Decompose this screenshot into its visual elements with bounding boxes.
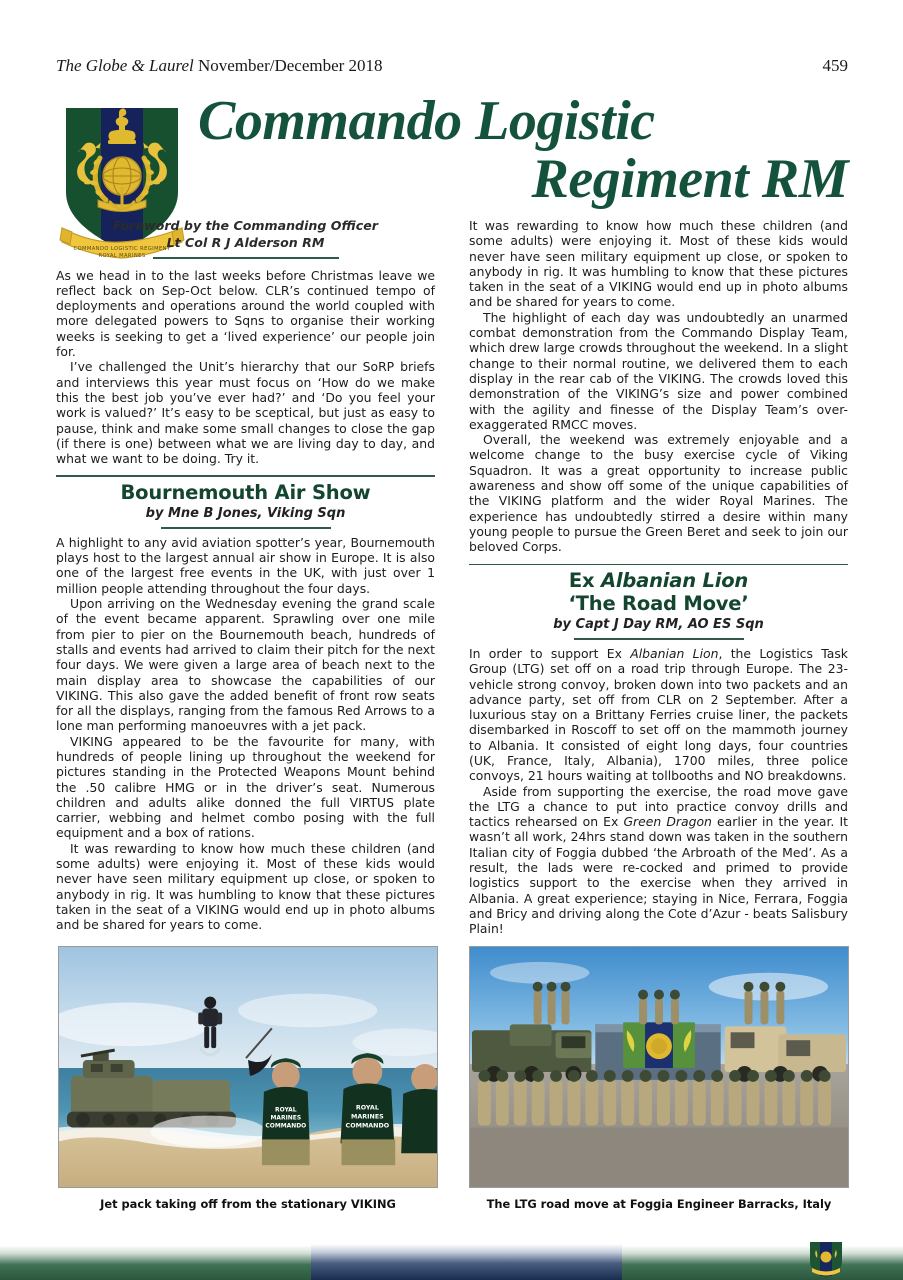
foreword-byline [56,218,435,259]
svg-text:ROYAL: ROYAL [275,1106,297,1114]
article-1-title: Bournemouth Air Show [120,481,371,505]
jetpack-photo-caption: Jet pack taking off from the stationary VIKING [100,1197,396,1211]
left-column [56,218,435,933]
article-1-rule-top [56,475,435,477]
foreword-line-2: Lt Col R J Alderson RM [166,234,325,250]
article-1-paragraph-4: It was rewarding to know how much these children (and some adults) were enjoying it. Most of these kids would never have seen military equipment up close, or spoken to anybody in rig. It was humbling to know that these pictures taken in the seat of a VIKING would end up in photo albums and be shared for years to come. [56,840,435,933]
page-title-line-2: Regiment RM [531,148,848,210]
svg-text:MARINES: MARINES [351,1113,384,1121]
right-column [469,218,848,937]
article-2-rule-top [469,564,848,566]
article-2-heading [469,564,848,640]
article-1-paragraph-1: A highlight to any avid aviation spotter’s year, Bournemouth plays host to the largest annual air show in Europe. It is also one of the largest free events in the UK, with just over 1 million people attending throughout the four days. [56,534,435,596]
running-head [56,56,848,78]
article-2-rule-bottom [574,638,744,640]
article-2-p1-part-a: In order to support Ex [469,645,631,661]
footer-bar [0,1240,903,1280]
svg-text:ROYAL: ROYAL [355,1104,379,1112]
foreword-rule [153,257,339,259]
jetpack-viking-beach-photo [58,946,438,1188]
article-1-paragraph-5: The highlight of each day was undoubtedly an unarmed combat demonstration from the Commando Display Team, which drew large crowds throughout the weekend. In a slight change to their normal routine, we delivered them to each display in the rear cab of the VIKING. The crowds loved this demonstration of the VIKING’s size and power combined with the agility and finesse of the Display Team’s over-exaggerated RMCC moves. [469,309,848,432]
article-1-paragraph-2: Upon arriving on the Wednesday evening the grand scale of the event became apparent. Sprawling over one mile from pier to pier on the Bournemouth beach, hundreds of stalls and events had arrived to claim their pitch for the next four days. We were given a large area of beach next to the main display area to showcase the capabilities of our VIKING. This also gave the added benefit of front row seats for all the displays, ranging from the famous Red Arrows to a lone man performing manoeuvres with a jet pack. [56,596,435,734]
article-2-p1-exercise-name: Albanian Lion [630,645,719,661]
foreword-line-1: Foreword by the Commanding Officer [113,218,378,233]
article-2-p2-part-a: Aside from supporting the exercise, the road move gave the LTG a chance to put into practice convoy drills and tactics rehearsed on Ex [469,783,848,830]
article-2-title-prefix: Ex [568,569,601,593]
article-2-paragraph-2 [469,784,848,937]
article-2-title-line-2: ‘The Road Move’ [568,592,749,616]
article-2-p1-part-b: , the Logistics Task Group (LTG) set off on a road trip through Europe. The 23-vehicle strong convoy, broken down into two packets and an advance party, set off from CLR on 2 September. After a luxurious stay on a Brittany Ferries cruise liner, the packets disembarked in Roscoff to set off on the mammoth journey to Albania. It consisted of eight long days, four countries (UK, France, Italy, Albania), 1700 miles, three police convoys, 21 hours waiting at tollbooths and NO breakdowns. [469,645,848,784]
article-2-p2-part-b: earlier in the year. It wasn’t all work, 24hrs stand down was taken in the southern Italian city of Foggia dubbed ‘the Arbroath of the Med’. As a result, the lads were re-cocked and primed to provide logistics support to the exercise when they arrived in Albania. A great experience; staying in Nice, Ferrara, Foggia and Bricy and driving along the Cote d’Azur - beats Salisbury Plain! [469,814,849,937]
footer-regiment-crest [806,1240,846,1280]
article-2-byline: by Capt J Day RM, AO ES Sqn [553,617,764,633]
page-title [188,92,848,208]
photo-block-jetpack [58,946,438,1211]
svg-text:ROYAL MARINES: ROYAL MARINES [98,253,146,259]
article-1-paragraph-6: Overall, the weekend was extremely enjoyable and a welcome change to the busy exercise cycle of Viking Squadron. It was a great opportunity to increase public awareness and show off some of the unique capabilities of the VIKING platform and the wider Royal Marines. The experience has undoubtedly stirred a desire within many young people to pursue the Green Beret and seek to join our beloved Corps. [469,432,848,555]
article-1-paragraph-3: VIKING appeared to be the favourite for many, with hundreds of people lining up throughout the weekend for pictures standing in the Protected Weapons Mount behind the .50 calibre HMG or in the driver’s seat. Numerous children and adults alike donned the full VIRTUS plate carrier, webbing and helmet combo posing with the full equipment and a box of rations. [56,733,435,841]
svg-text:MARINES: MARINES [270,1114,302,1122]
article-1-rule-bottom [161,527,331,529]
article-2-title-line-1 [469,569,848,592]
svg-text:COMMANDO LOGISTIC REGIMENT: COMMANDO LOGISTIC REGIMENT [73,246,171,252]
article-1-byline: by Mne B Jones, Viking Sqn [145,506,346,522]
journal-title: The Globe & Laurel [56,56,194,75]
page-title-line-1: Commando Logistic [198,90,655,152]
foreword-paragraph-1: As we head in to the last weeks before Christmas leave we reflect back on Sep-Oct below. CLR’s continued tempo of deployments and operations around the world coupled with more delegated powers to Sqns to organise their working weeks is seeking to get a ‘lived experience’ our people join for. [56,267,435,360]
ltg-road-move-foggia-photo [469,946,849,1188]
svg-text:COMMANDO: COMMANDO [345,1122,390,1130]
article-1-paragraph-4-cont: It was rewarding to know how much these children (and some adults) were enjoying it. Most of these kids would never have seen military equipment up close, or spoken to anybody in rig. It was humbling to know that these pictures taken in the seat of a VIKING would end up in photo albums and be shared for years to come. [469,218,848,310]
page-number: 459 [822,56,848,75]
article-2-p2-exercise-name: Green Dragon [623,814,712,830]
foreword-paragraph-2: I’ve challenged the Unit’s hierarchy that our SoRP briefs and interviews this year must focus on ‘How do we make this the best job you’ve ever had?’ and ‘Do you feel your work is valued?’ It’s easy to be sceptical, but just as easy to pause, think and make some small changes to close the gap (if there is one) between what we are living day to day, and what we want to be doing. Try it. [56,359,435,467]
article-2-title-exercise-name: Albanian Lion [601,569,749,593]
svg-text:COMMANDO: COMMANDO [265,1122,307,1130]
article-1-heading [56,475,435,528]
road-move-photo-caption: The LTG road move at Foggia Engineer Barracks, Italy [486,1197,832,1211]
footer-navy-band [311,1240,622,1280]
article-2-paragraph-1 [469,646,848,784]
running-head-left [56,56,383,76]
photo-block-road-move [469,946,849,1211]
issue-date: November/December 2018 [197,56,383,75]
